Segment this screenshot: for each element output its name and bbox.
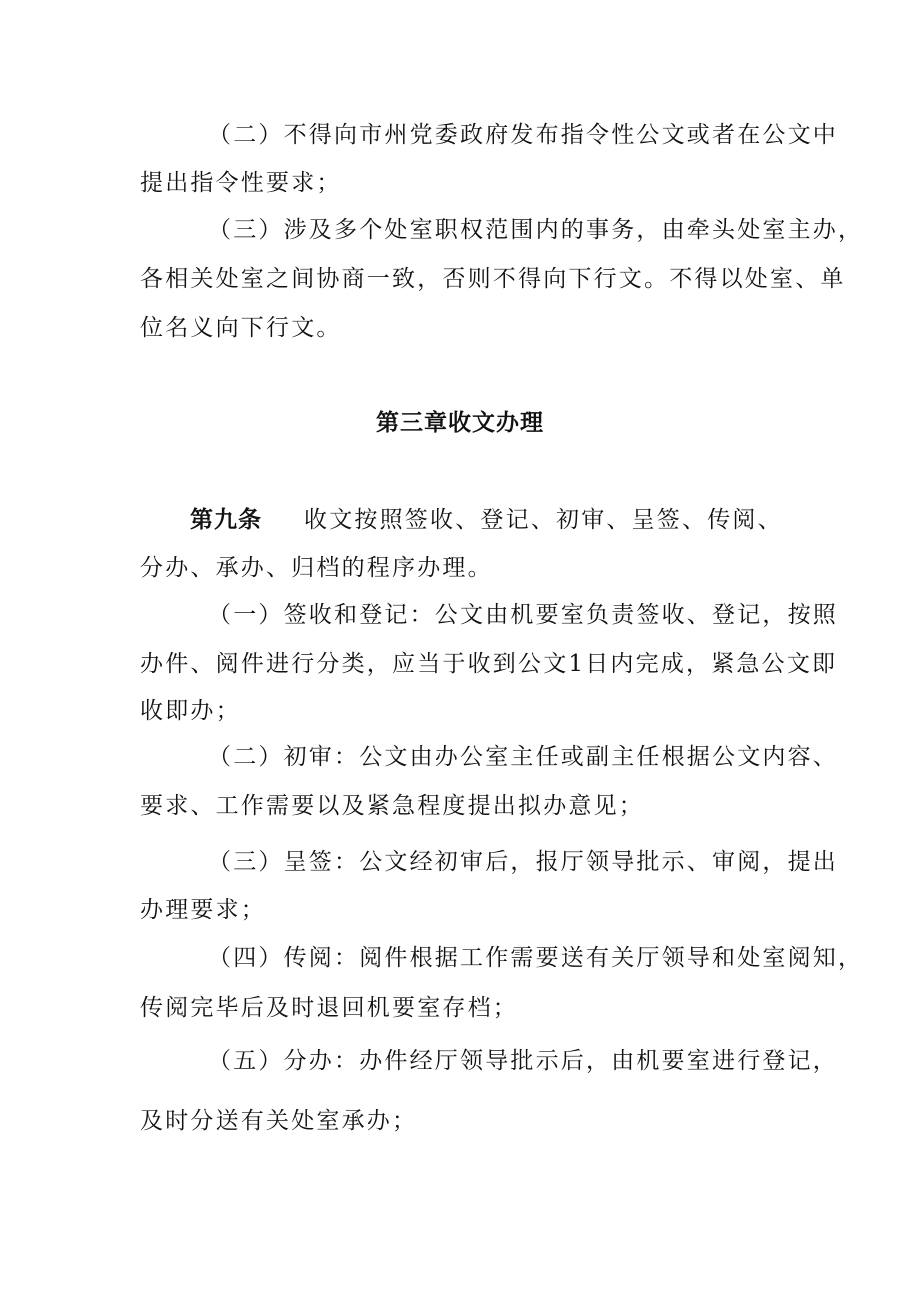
item-5-line-2: 及时分送有关处室承办； (140, 1108, 418, 1134)
item-4-line-1: （四）传阅：阅件根据工作需要送有关厅领导和处室阅知， (208, 945, 864, 971)
item-3-line-2: 办理要求； (140, 897, 266, 923)
paragraph-3-line-1: （三）涉及多个处室职权范围内的事务，由牵头处室主办， (208, 217, 864, 243)
paragraph-2-line-1: （二）不得向市州党委政府发布指令性公文或者在公文中 (208, 122, 838, 148)
item-3-line-1: （三）呈签：公文经初审后，报厅领导批示、审阅，提出 (208, 849, 838, 875)
item-1-line-2: 办件、阅件进行分类，应当于收到公文1日内完成，紧急公文即 (140, 651, 838, 677)
paragraph-3-line-3: 位名义向下行文。 (140, 315, 342, 341)
item-1-line-1: （一）签收和登记：公文由机要室负责签收、登记，按照 (208, 602, 838, 628)
article-9-text-line-1: 收文按照签收、登记、初审、呈签、传阅、 (304, 507, 783, 533)
paragraph-2-line-2: 提出指令性要求； (140, 170, 342, 196)
item-4-line-2: 传阅完毕后及时退回机要室存档； (140, 995, 518, 1021)
article-9-text-line-2: 分办、承办、归档的程序办理。 (140, 555, 493, 581)
chapter-title: 第三章收文办理 (376, 409, 544, 436)
item-2-line-2: 要求、工作需要以及紧急程度提出拟办意见； (140, 793, 644, 819)
paragraph-3-line-2: 各相关处室之间协商一致，否则不得向下行文。不得以处室、单 (140, 266, 846, 292)
item-5-line-1: （五）分办：办件经厅领导批示后，由机要室进行登记， (208, 1048, 838, 1074)
item-2-line-1: （二）初审：公文由办公室主任或副主任根据公文内容、 (208, 744, 838, 770)
article-9-label: 第九条 (190, 506, 262, 533)
item-1-line-3: 收即办； (140, 698, 241, 724)
